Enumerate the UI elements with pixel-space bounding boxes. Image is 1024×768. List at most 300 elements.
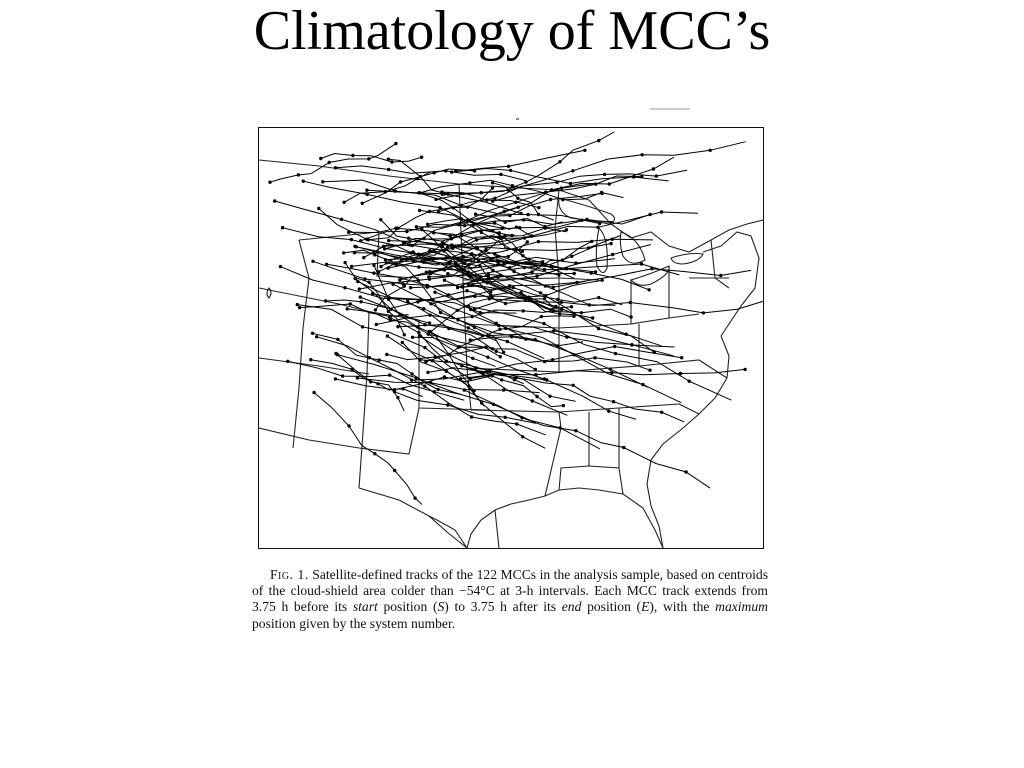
track-position-marker: [513, 379, 515, 381]
track-position-marker: [500, 173, 502, 175]
track-position-marker: [720, 274, 722, 276]
track-position-marker: [467, 219, 469, 221]
track-position-marker: [394, 190, 396, 192]
track-position-marker: [344, 261, 346, 263]
track-position-marker: [512, 286, 514, 288]
track-position-marker: [455, 170, 457, 172]
track-position-marker: [395, 227, 397, 229]
track-position-marker: [575, 430, 577, 432]
track-position-marker: [445, 360, 447, 362]
caption-italic: maximum: [715, 599, 768, 615]
track-position-marker: [437, 388, 439, 390]
track-position-marker: [399, 181, 401, 183]
track-position-marker: [346, 308, 348, 310]
track-position-marker: [387, 158, 389, 160]
track-position-marker: [526, 241, 528, 243]
track-position-marker: [431, 360, 433, 362]
mcc-track-map: [258, 127, 764, 549]
track-position-marker: [310, 359, 312, 361]
track-position-marker: [344, 287, 346, 289]
track-position-marker: [551, 359, 553, 361]
track-position-marker: [480, 231, 482, 233]
track-position-marker: [399, 279, 401, 281]
track-position-marker: [679, 372, 681, 374]
track-position-marker: [539, 292, 541, 294]
track-position-marker: [434, 291, 436, 293]
track-position-marker: [322, 181, 324, 183]
track-position-marker: [420, 156, 422, 158]
track-position-marker: [502, 351, 504, 353]
track-position-marker: [513, 270, 515, 272]
track-position-marker: [525, 338, 527, 340]
track-position-marker: [395, 142, 397, 144]
track-position-marker: [459, 346, 461, 348]
track-position-marker: [412, 260, 414, 262]
track-position-marker: [492, 200, 494, 202]
track-position-marker: [543, 298, 545, 300]
track-position-marker: [414, 497, 416, 499]
track-position-marker: [601, 279, 603, 281]
track-position-marker: [525, 181, 527, 183]
track-position-marker: [600, 191, 602, 193]
track-position-marker: [503, 263, 505, 265]
track-position-marker: [355, 246, 357, 248]
track-position-marker: [452, 207, 454, 209]
track-position-marker: [373, 264, 375, 266]
track-position-marker: [340, 218, 342, 220]
track-position-marker: [479, 311, 481, 313]
track-position-marker: [334, 378, 336, 380]
track-position-marker: [528, 258, 530, 260]
track-position-marker: [570, 306, 572, 308]
track-position-marker: [538, 207, 540, 209]
track-position-marker: [348, 231, 350, 233]
track-position-marker: [629, 301, 631, 303]
track-position-marker: [419, 175, 421, 177]
track-position-marker: [419, 192, 421, 194]
track-position-marker: [316, 336, 318, 338]
track-position-marker: [468, 264, 470, 266]
track-position-marker: [328, 161, 330, 163]
track-position-marker: [486, 199, 488, 201]
track-position-marker: [377, 383, 379, 385]
caption-text: ) to 3.75 h after its: [444, 599, 562, 615]
track-position-marker: [368, 357, 370, 359]
track-position-marker: [428, 278, 430, 280]
track-position-marker: [397, 326, 399, 328]
track-position-marker: [412, 251, 414, 253]
caption-italic: end: [561, 599, 582, 615]
track-position-marker: [350, 238, 352, 240]
track-position-marker: [474, 213, 476, 215]
mcc-track: [456, 150, 585, 171]
track-position-marker: [490, 291, 492, 293]
track-position-marker: [487, 356, 489, 358]
track-position-marker: [537, 240, 539, 242]
track-position-marker: [493, 222, 495, 224]
track-position-marker: [652, 168, 654, 170]
track-position-marker: [500, 379, 502, 381]
track-position-marker: [287, 360, 289, 362]
track-position-marker: [614, 345, 616, 347]
track-position-marker: [597, 327, 599, 329]
track-position-marker: [406, 300, 408, 302]
track-position-marker: [388, 168, 390, 170]
track-position-marker: [553, 330, 555, 332]
track-position-marker: [681, 357, 683, 359]
track-position-marker: [449, 261, 451, 263]
track-position-marker: [504, 302, 506, 304]
track-position-marker: [506, 340, 508, 342]
caption-italic: E: [641, 599, 650, 615]
track-position-marker: [561, 259, 563, 261]
track-position-marker: [497, 236, 499, 238]
figure-caption: [252, 567, 768, 632]
caption-text: position given by the system number.: [252, 615, 456, 631]
track-position-marker: [504, 221, 506, 223]
track-position-marker: [363, 256, 365, 258]
track-position-marker: [702, 312, 704, 314]
track-position-marker: [531, 271, 533, 273]
track-position-marker: [352, 154, 354, 156]
caption-text: position (: [581, 599, 642, 615]
track-position-marker: [492, 269, 494, 271]
track-position-marker: [470, 308, 472, 310]
track-position-marker: [641, 176, 643, 178]
track-position-marker: [507, 165, 509, 167]
track-position-marker: [572, 384, 574, 386]
track-position-marker: [402, 388, 404, 390]
track-position-marker: [529, 298, 531, 300]
track-position-marker: [545, 191, 547, 193]
track-position-marker: [495, 350, 497, 352]
track-position-marker: [343, 201, 345, 203]
track-position-marker: [424, 385, 426, 387]
caption-text: Satellite-defined tracks of the 122 MCCs in the analysis sample, based on centroids of the cloud-shield area colder than −54°C at 3-h intervals. Each MCC track extends from 3.75 h before its: [252, 567, 769, 615]
track-position-marker: [509, 169, 511, 171]
track-position-marker: [427, 333, 429, 335]
track-position-marker: [409, 287, 411, 289]
track-position-marker: [470, 416, 472, 418]
track-position-marker: [566, 336, 568, 338]
track-position-marker: [660, 211, 662, 213]
track-position-marker: [562, 404, 564, 406]
track-position-marker: [523, 266, 525, 268]
track-position-marker: [474, 295, 476, 297]
track-position-marker: [274, 200, 276, 202]
track-position-marker: [592, 317, 594, 319]
track-position-marker: [709, 149, 711, 151]
track-position-marker: [447, 273, 449, 275]
track-position-marker: [560, 187, 562, 189]
track-position-marker: [466, 290, 468, 292]
track-position-marker: [594, 271, 596, 273]
track-position-marker: [297, 174, 299, 176]
track-position-marker: [279, 265, 281, 267]
track-position-marker: [443, 279, 445, 281]
track-position-marker: [427, 371, 429, 373]
track-position-marker: [447, 294, 449, 296]
track-position-marker: [302, 180, 304, 182]
track-position-marker: [378, 271, 380, 273]
track-position-marker: [516, 423, 518, 425]
caption-text: position (: [377, 599, 438, 615]
track-position-marker: [599, 222, 601, 224]
track-position-marker: [411, 373, 413, 375]
track-position-marker: [491, 187, 493, 189]
track-position-marker: [360, 301, 362, 303]
track-position-marker: [393, 391, 395, 393]
track-position-marker: [386, 335, 388, 337]
track-position-marker: [471, 253, 473, 255]
track-position-marker: [418, 209, 420, 211]
track-position-marker: [612, 253, 614, 255]
track-position-marker: [565, 229, 567, 231]
track-position-marker: [559, 427, 561, 429]
caption-text: ), with the: [649, 599, 716, 615]
track-position-marker: [368, 281, 370, 283]
track-position-marker: [552, 286, 554, 288]
track-position-marker: [492, 403, 494, 405]
track-position-marker: [357, 280, 359, 282]
track-position-marker: [324, 300, 326, 302]
track-position-marker: [380, 219, 382, 221]
track-position-marker: [609, 368, 611, 370]
mcc-track: [476, 214, 563, 226]
track-position-marker: [555, 305, 557, 307]
track-position-marker: [472, 357, 474, 359]
mcc-track: [338, 355, 600, 449]
track-position-marker: [325, 263, 327, 265]
track-position-marker: [389, 374, 391, 376]
track-position-marker: [522, 436, 524, 438]
track-position-marker: [603, 173, 605, 175]
track-position-marker: [447, 193, 449, 195]
track-position-marker: [501, 227, 503, 229]
track-position-marker: [572, 170, 574, 172]
track-position-marker: [522, 310, 524, 312]
atlantic-coast: [647, 336, 729, 548]
track-position-marker: [456, 287, 458, 289]
track-position-marker: [460, 204, 462, 206]
track-position-marker: [557, 298, 559, 300]
track-position-marker: [424, 346, 426, 348]
track-position-marker: [463, 389, 465, 391]
track-position-marker: [387, 267, 389, 269]
track-position-marker: [630, 316, 632, 318]
track-position-marker: [531, 400, 533, 402]
track-position-marker: [571, 255, 573, 257]
lake-huron: [620, 232, 645, 263]
track-position-marker: [641, 154, 643, 156]
track-position-marker: [467, 283, 469, 285]
track-position-marker: [402, 242, 404, 244]
track-position-marker: [446, 246, 448, 248]
track-position-marker: [536, 395, 538, 397]
track-position-marker: [378, 359, 380, 361]
track-position-marker: [651, 268, 653, 270]
track-position-marker: [434, 356, 436, 358]
track-position-marker: [569, 182, 571, 184]
track-position-marker: [403, 334, 405, 336]
track-position-marker: [502, 389, 504, 391]
track-position-marker: [439, 206, 441, 208]
track-position-marker: [499, 328, 501, 330]
caption-italic: start: [352, 599, 378, 615]
track-position-marker: [406, 230, 408, 232]
track-position-marker: [348, 425, 350, 427]
track-position-marker: [744, 368, 746, 370]
track-position-marker: [482, 372, 484, 374]
track-position-marker: [608, 410, 610, 412]
track-position-marker: [443, 376, 445, 378]
track-position-marker: [299, 306, 301, 308]
track-position-marker: [351, 368, 353, 370]
track-position-marker: [591, 240, 593, 242]
track-position-marker: [461, 234, 463, 236]
track-position-marker: [469, 377, 471, 379]
track-position-marker: [558, 274, 560, 276]
caption-label: Fig. 1.: [270, 567, 309, 582]
caption-italic: S: [437, 599, 445, 615]
track-position-marker: [411, 336, 413, 338]
track-position-marker: [541, 263, 543, 265]
track-position-marker: [394, 469, 396, 471]
track-position-marker: [685, 471, 687, 473]
track-position-marker: [573, 272, 575, 274]
track-position-marker: [374, 309, 376, 311]
track-position-marker: [337, 338, 339, 340]
track-position-marker: [598, 296, 600, 298]
track-position-marker: [504, 416, 506, 418]
track-position-marker: [423, 237, 425, 239]
track-position-marker: [388, 239, 390, 241]
track-position-marker: [611, 371, 613, 373]
track-position-marker: [392, 283, 394, 285]
track-position-marker: [469, 339, 471, 341]
track-position-marker: [467, 327, 469, 329]
track-position-marker: [359, 296, 361, 298]
track-position-marker: [418, 266, 420, 268]
track-position-marker: [296, 303, 298, 305]
mcc-track: [288, 361, 464, 400]
track-position-marker: [343, 252, 345, 254]
track-position-marker: [395, 263, 397, 265]
track-position-marker: [386, 353, 388, 355]
track-position-marker: [507, 255, 509, 257]
mcc-tracks: [269, 132, 763, 504]
track-position-marker: [435, 198, 437, 200]
track-position-marker: [688, 380, 690, 382]
track-position-marker: [544, 227, 546, 229]
scan-speck: [516, 118, 519, 120]
track-position-marker: [356, 377, 358, 379]
track-position-marker: [488, 370, 490, 372]
track-position-marker: [640, 263, 642, 265]
track-position-marker: [595, 183, 597, 185]
track-position-marker: [374, 254, 376, 256]
track-position-marker: [580, 312, 582, 314]
track-position-marker: [397, 396, 399, 398]
track-position-marker: [407, 237, 409, 239]
track-position-marker: [594, 357, 596, 359]
track-position-marker: [445, 170, 447, 172]
mcc-track: [469, 306, 731, 400]
track-position-marker: [387, 310, 389, 312]
track-position-marker: [614, 352, 616, 354]
track-position-marker: [517, 197, 519, 199]
track-position-marker: [415, 377, 417, 379]
track-position-marker: [373, 272, 375, 274]
track-position-marker: [464, 224, 466, 226]
gulf-coast: [467, 488, 663, 548]
track-position-marker: [439, 311, 441, 313]
track-position-marker: [543, 322, 545, 324]
track-position-marker: [374, 453, 376, 455]
track-position-marker: [349, 303, 351, 305]
track-position-marker: [454, 263, 456, 265]
track-position-marker: [649, 369, 651, 371]
track-position-marker: [590, 272, 592, 274]
track-position-marker: [417, 301, 419, 303]
track-position-marker: [366, 238, 368, 240]
track-position-marker: [442, 242, 444, 244]
track-position-marker: [480, 192, 482, 194]
track-position-marker: [491, 375, 493, 377]
track-position-marker: [368, 158, 370, 160]
track-position-marker: [401, 341, 403, 343]
track-position-marker: [334, 167, 336, 169]
track-position-marker: [559, 313, 561, 315]
track-position-marker: [648, 289, 650, 291]
track-position-marker: [391, 161, 393, 163]
track-position-marker: [488, 298, 490, 300]
track-position-marker: [361, 326, 363, 328]
track-position-marker: [341, 375, 343, 377]
track-position-marker: [496, 256, 498, 258]
track-position-marker: [402, 283, 404, 285]
track-position-marker: [311, 332, 313, 334]
track-position-marker: [597, 226, 599, 228]
track-position-marker: [426, 223, 428, 225]
track-position-marker: [549, 198, 551, 200]
track-position-marker: [313, 391, 315, 393]
track-position-marker: [479, 265, 481, 267]
track-position-marker: [366, 189, 368, 191]
track-position-marker: [487, 275, 489, 277]
track-position-marker: [312, 260, 314, 262]
track-position-marker: [611, 238, 613, 240]
track-position-marker: [543, 268, 545, 270]
track-position-marker: [584, 149, 586, 151]
track-position-marker: [612, 401, 614, 403]
track-position-marker: [380, 265, 382, 267]
track-position-marker: [623, 446, 625, 448]
track-position-marker: [408, 244, 410, 246]
track-position-marker: [361, 202, 363, 204]
track-position-marker: [269, 181, 271, 183]
track-position-marker: [447, 404, 449, 406]
track-position-marker: [372, 292, 374, 294]
slide-title: Climatology of MCC’s: [253, 0, 771, 62]
scan-speck: [650, 108, 690, 110]
track-position-marker: [517, 206, 519, 208]
track-position-marker: [428, 322, 430, 324]
track-position-marker: [494, 197, 496, 199]
track-position-marker: [521, 250, 523, 252]
track-position-marker: [540, 315, 542, 317]
mcc-track: [314, 393, 422, 505]
